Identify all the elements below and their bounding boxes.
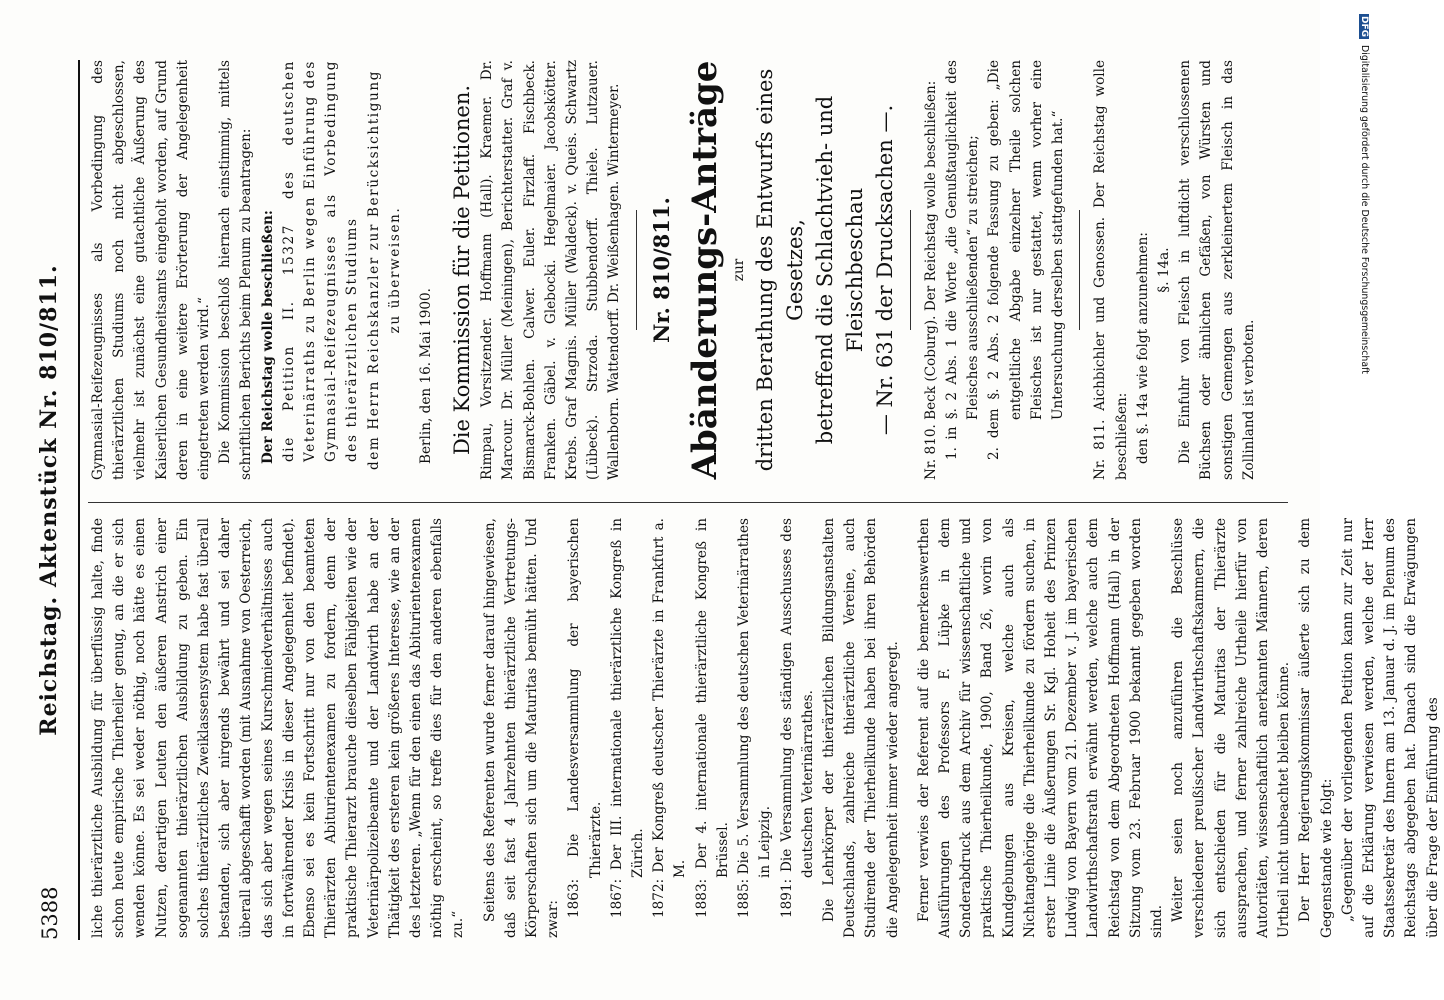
right-column (88, 60, 1260, 480)
list-item: 1863: Die Landesversammlung der bayerischen Thierärzte. (566, 518, 604, 918)
paragraph-number: §. 14a. (1155, 247, 1172, 293)
section-divider-2 (910, 210, 911, 330)
list-item: 1872: Der Kongreß deutscher Thierärzte in Frankfurt a. M. (651, 518, 689, 918)
page-header (32, 60, 72, 940)
section-sub-1: dritten Berathung des Entwurfs eines Gesetzes, (752, 68, 807, 472)
section-divider-3 (1079, 210, 1080, 330)
section-divider (636, 210, 637, 330)
left-paragraph-6: Der Herr Regierungskommissar äußerte sich zu dem Gegenstande wie folgt: (1297, 518, 1335, 938)
page-number: 5388 (38, 886, 62, 940)
right-paragraph-2: Die Kommission beschloß hiernach einstimmig, mittels schriftlichen Berichts beim Plenum zu beantragen: (217, 60, 255, 480)
left-column (88, 518, 1444, 938)
list-item: 1883: Der 4. internationale thierärztliche Kongreß in Brüssel. (693, 518, 731, 918)
congress-list (564, 518, 818, 938)
resolution-intro: Der Reichstag wolle beschließen: (259, 210, 276, 464)
commission-title: Die Kommission für die Petitionen. (450, 84, 475, 456)
section-sub-2: betreffend die Schlachtvieh- und Fleischbeschau (812, 95, 867, 445)
list-item: 1. in §. 2 Abs. 1 die Worte „die Genußtauglichkeit des Fleisches ausschließenden“ zu streichen; (944, 60, 982, 460)
section-zur: zur (730, 258, 747, 282)
amendment-811-intro: Nr. 811. Aichbichler und Genossen. Der Reichstag wolle beschließen: (1092, 60, 1130, 480)
petition-resolution: dem Herrn Reichskanzler zur Berücksichtigung zu überweisen. (365, 69, 403, 471)
amendment-811-text: den §. 14a wie folgt anzunehmen: (1134, 232, 1151, 464)
section-number: Nr. 810/811. (648, 197, 674, 343)
column-separator (88, 502, 1288, 503)
amendment-810-list (942, 60, 1069, 480)
digitization-note (1359, 14, 1370, 374)
list-item: 1891: Die Versammlung des ständigen Ausschusses des deutschen Veterinärrathes. (778, 518, 816, 918)
list-item: 2. dem §. 2 Abs. 2 folgende Fassung zu geben: „Die entgeltliche Abgabe einzelner Theile solchen Fleisches ist nur gestattet, wenn vorher eine Untersuchung derselben stattgefunden hat.“ (986, 60, 1067, 460)
petition-text: die Petition II. 15327 des deutschen Veterinärraths zu Berlin wegen Einführung des Gymnasial-Reifezeugnisses als Vorbedingung des thierärztlichen Studiums (280, 60, 361, 462)
digitization-text: Digitalisierung gefördert durch die Deutsche Forschungsgemeinschaft (1359, 45, 1370, 374)
header-rule (78, 60, 80, 940)
paragraph-text: Die Einfuhr von Fleisch in luftdicht verschlossenen Büchsen oder ähnlichen Gefäßen, von Würsten und sonstigen Gemengen aus zerkleinertem Fleisch in das Zollinland ist verboten. (1177, 60, 1257, 480)
dfg-logo: DFG (1359, 16, 1369, 38)
left-paragraph-1: liche thierärztliche Ausbildung für überflüssig halte, finde schon heute empirische Thierheiler genug, an die er sich wenden könne. Es sei weder nöthig, noch hätte es einen Nutzen, derartigen Leuten den äußeren Anstrich einer sogenannten thierärztlichen Ausbildung zu geben. Ein solches thierärztliches Zweiklassensystem habe fast überall bestanden, sich aber nirgends bewährt und sei daher überall abgeschafft worden (mit Ausnahme von Oesterreich, das sich aber wegen seines Kurschmiedverhältnisses auch in fortwährender Krisis in dieser Angelegenheit befindet). Ebenso sei es kein Fortschritt nur von den beamteten Thierärzten Abiturientenexamen zu fordern, denn der praktische Thierarzt brauche dieselben Fähigkeiten wie der Veterinärpolizeibeamte und der Landwirth habe an der Thätigkeit des ersteren kein größeres Interesse, wie an der des letzteren. „Wenn für den einen das Abiturientenexamen nöthig erscheint, so treffe dies für den anderen ebenfalls zu.“ (90, 518, 467, 938)
section-heading: Abänderungs-Anträge (684, 60, 725, 480)
list-item: 1867: Der III. internationale thierärztliche Kongreß in Zürich. (608, 518, 647, 918)
left-paragraph-2: Seitens des Referenten wurde ferner darauf hingewiesen, daß seit fast 4 Jahrzehnten thierärztliche Vertretungs-Körperschaften sich um die Maturitas bemüht hätten. Und zwar: (481, 518, 562, 938)
left-paragraph-3: Die Lehrkörper der thierärztlichen Bildungsanstalten Deutschlands, zahlreiche thierärztliche Vereine, auch Studirende der Thierheilkunde haben bei ihren Behörden die Angelegenheit immer wieder angeregt. (820, 518, 901, 938)
date-line: Berlin, den 16. Mai 1900. (418, 288, 435, 464)
section-sub-3: — Nr. 631 der Drucksachen —. (872, 104, 897, 436)
list-item: 1885: Die 5. Versammlung des deutschen Veterinärrathes in Leipzig. (736, 518, 774, 918)
right-paragraph-1: Gymnasial-Reifezeugnisses als Vorbedingung des thierärztlichen Studiums noch nicht abgeschlossen, vielmehr ist zunächst eine gutachtliche Äußerung des Kaiserlichen Gesundheitsamts eingeholt worden, auf Grund deren in eine weitere Erörterung der Angelegenheit eingetreten werden wird.“ (90, 60, 213, 480)
running-title: Reichstag. Aktenstück Nr. 810/811. (36, 264, 62, 736)
left-paragraph-7: „Gegenüber der vorliegenden Petition kann zur Zeit nur auf die Erklärung verwiesen werden, welche der Herr Staatssekretär des Innern am 13. Januar d. J. im Plenum des Reichstags abgegeben hat. Danach sind die Erwägungen über die Frage der Einführung des (1339, 518, 1441, 938)
amendment-810-intro: Nr. 810. Beck (Coburg). Der Reichstag wolle beschließen: (922, 80, 939, 480)
left-paragraph-5: Weiter seien noch anzuführen die Beschlüsse verschiedener preußischer Landwirthschaftskammern, die sich entschieden für die Maturitas der Thierärzte aussprachen, und ferner zahlreiche Urtheile hierfür von Autoritäten, wissenschaftlich anerkannten Männern, deren Urtheil nicht unbeachtet bleiben könne. (1170, 518, 1293, 938)
left-paragraph-4: Ferner verwies der Referent auf die bemerkenswerthen Ausführungen des Professors F. Lüpke in dem Sonderabdruck aus dem Archiv für wissenschaftliche und praktische Thierheilkunde, 1900, Band 26, worin von Kundgebungen aus Kreisen, welche auch als Nichtangehörige die Thierheilkunde zu fördern suchen, in erster Linie die Äußerungen Sr. Kgl. Hoheit des Prinzen Ludwig von Bayern vom 21. Dezember v. J. im bayerischen Landwirthschaftsrath erwähnt werden, welche auch dem Reichstag von dem Abgeordneten Hoffmann (Hall) in der Sitzung vom 23. Februar 1900 bekannt gegeben worden sind. (915, 518, 1165, 938)
commission-members: Rimpau, Vorsitzender. Hoffmann (Hall). Kraemer. Dr. Marcour. Dr. Müller (Meiningen), Berichterstatter. Graf v. Bismarck-Bohlen. Calwer. Euler. Firzlaff. Fischbeck. Franken. Gäbel. v. Glebocki. Hegelmaier. Jacobskötter. Krebs. Graf Magnis. Müller (Waldeck). v. Queis. Schwartz (Lübeck). Strzoda. Stubbendorff. Thiele. Lutzauer. Wallenborn. Wattendorff. Dr. Weißenhagen. Wintermeyer. (479, 60, 623, 480)
